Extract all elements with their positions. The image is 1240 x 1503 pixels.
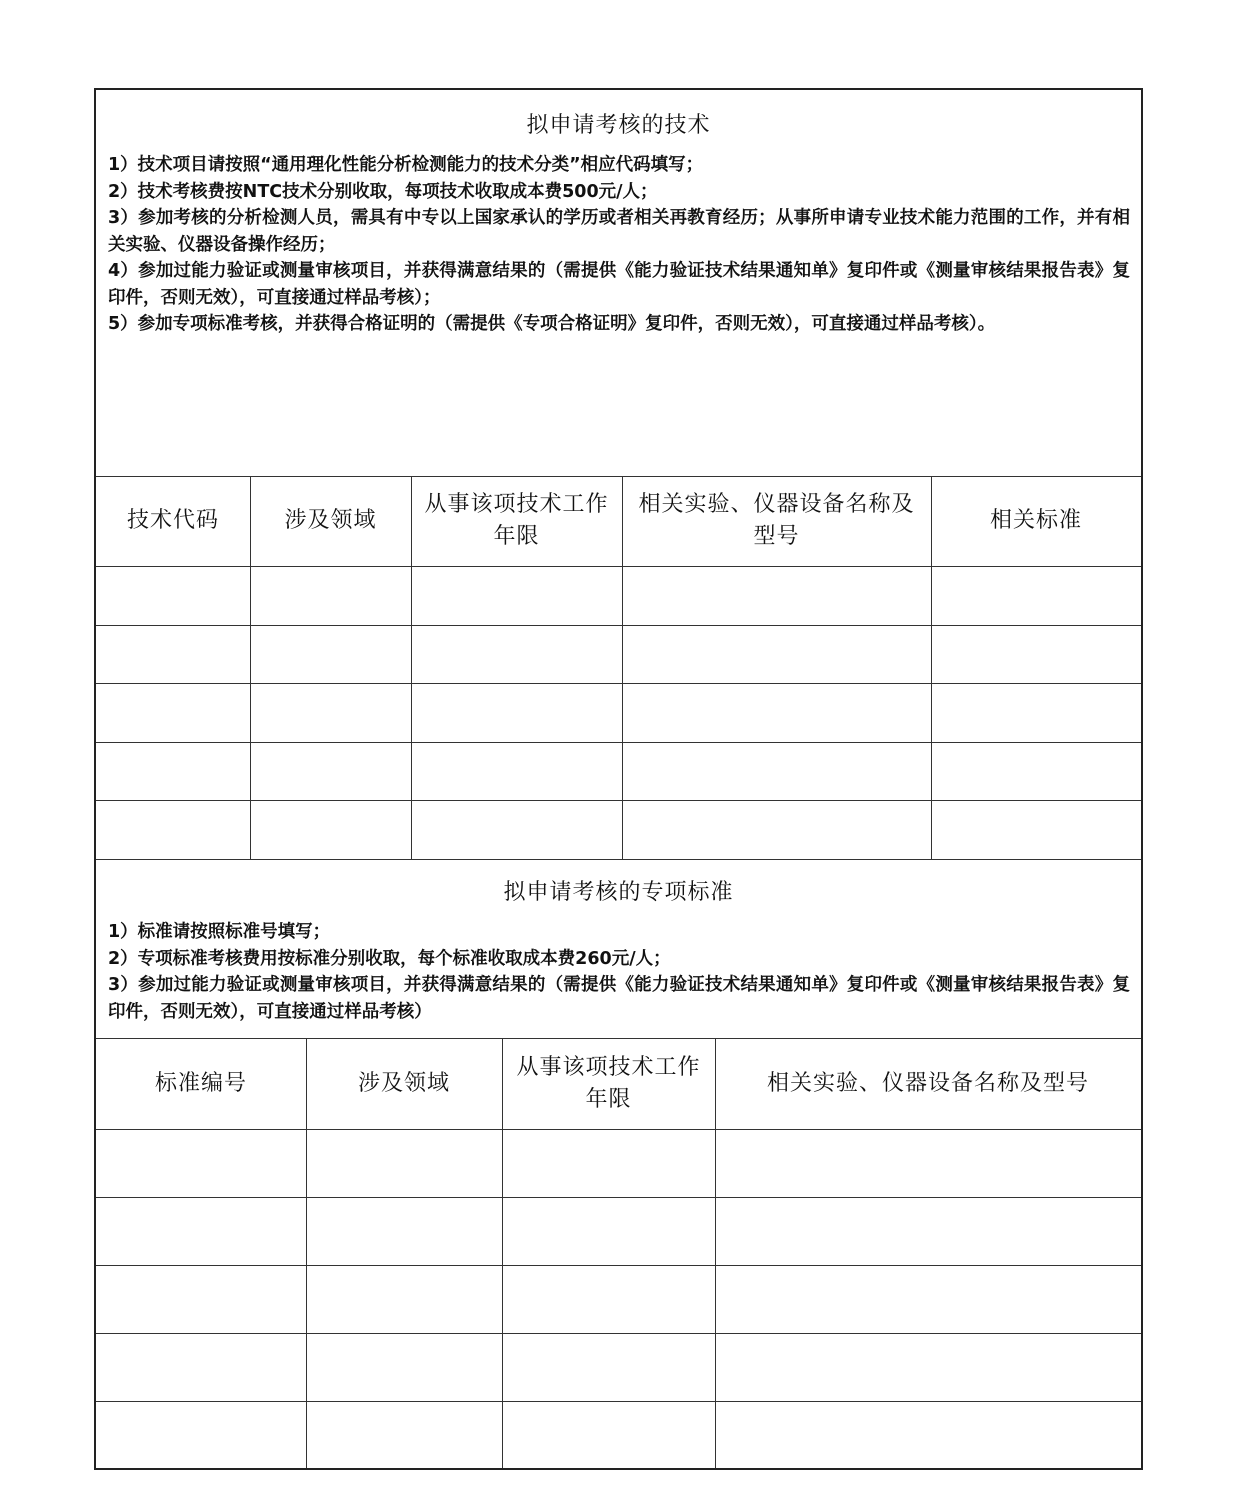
- table2-header-field: 涉及领域: [357, 1070, 450, 1096]
- table1-row-border: [96, 800, 1141, 801]
- table1-bottom-border: [96, 859, 1141, 860]
- table1-header-equipment: 相关实验、仪器设备名称及型号: [638, 492, 915, 549]
- table2-row-border: [96, 1333, 1141, 1334]
- section2-note: 1）标准请按照标准号填写；: [108, 922, 331, 942]
- table1-header-tech-code: 技术代码: [126, 508, 219, 533]
- section2-title: 拟申请考核的专项标准: [503, 880, 734, 905]
- section2-notes: [108, 919, 1130, 1025]
- table1-header-border: [96, 566, 1141, 567]
- table2-header-border: [96, 1129, 1141, 1130]
- section1-note: 2）技术考核费按NTC技术分别收取，每项技术收取成本费500元/人；: [108, 181, 658, 202]
- table2-row-border: [96, 1265, 1141, 1266]
- table1-header-field: 涉及领域: [284, 508, 377, 533]
- section1-note: 3）参加考核的分析检测人员，需具有中专以上国家承认的学历或者相关再教育经历；从事所申请专业技术能力范围的工作，并有相关实验、仪器设备操作经历；: [108, 208, 1130, 255]
- table1-header-years: 从事该项技术工作年限: [424, 492, 609, 549]
- section1-note: 4）参加过能力验证或测量审核项目，并获得满意结果的（需提供《能力验证技术结果通知单》复印件或《测量审核结果报告表》复印件，否则无效），可直接通过样品考核）；: [108, 261, 1130, 308]
- form-frame: [94, 88, 1143, 1470]
- table2-row-border: [96, 1197, 1141, 1198]
- section1-title: 拟申请考核的技术: [526, 113, 711, 138]
- table1-row-border: [96, 742, 1141, 743]
- section1-note: 1）技术项目请按照“通用理化性能分析检测能力的技术分类”相应代码填写；: [108, 155, 704, 175]
- section1-notes: [108, 152, 1130, 338]
- table2-row-border: [96, 1401, 1141, 1402]
- section1-note: 5）参加专项标准考核，并获得合格证明的（需提供《专项合格证明》复印件，否则无效），可直接通过样品考核）。: [108, 314, 996, 334]
- table1-row-border: [96, 683, 1141, 684]
- section2-note: 2）专项标准考核费用按标准分别收取，每个标准收取成本费260元/人；: [108, 948, 671, 969]
- table2-header-years: 从事该项技术工作年限: [516, 1054, 701, 1112]
- section2-note: 3）参加过能力验证或测量审核项目，并获得满意结果的（需提供《能力验证技术结果通知单》复印件或《测量审核结果报告表》复印件，否则无效），可直接通过样品考核）: [108, 975, 1130, 1022]
- table2-header-standard-no: 标准编号: [154, 1070, 247, 1096]
- table2-header-equipment: 相关实验、仪器设备名称及型号: [766, 1070, 1089, 1096]
- table1-header-standards: 相关标准: [989, 508, 1082, 533]
- table1-row-border: [96, 625, 1141, 626]
